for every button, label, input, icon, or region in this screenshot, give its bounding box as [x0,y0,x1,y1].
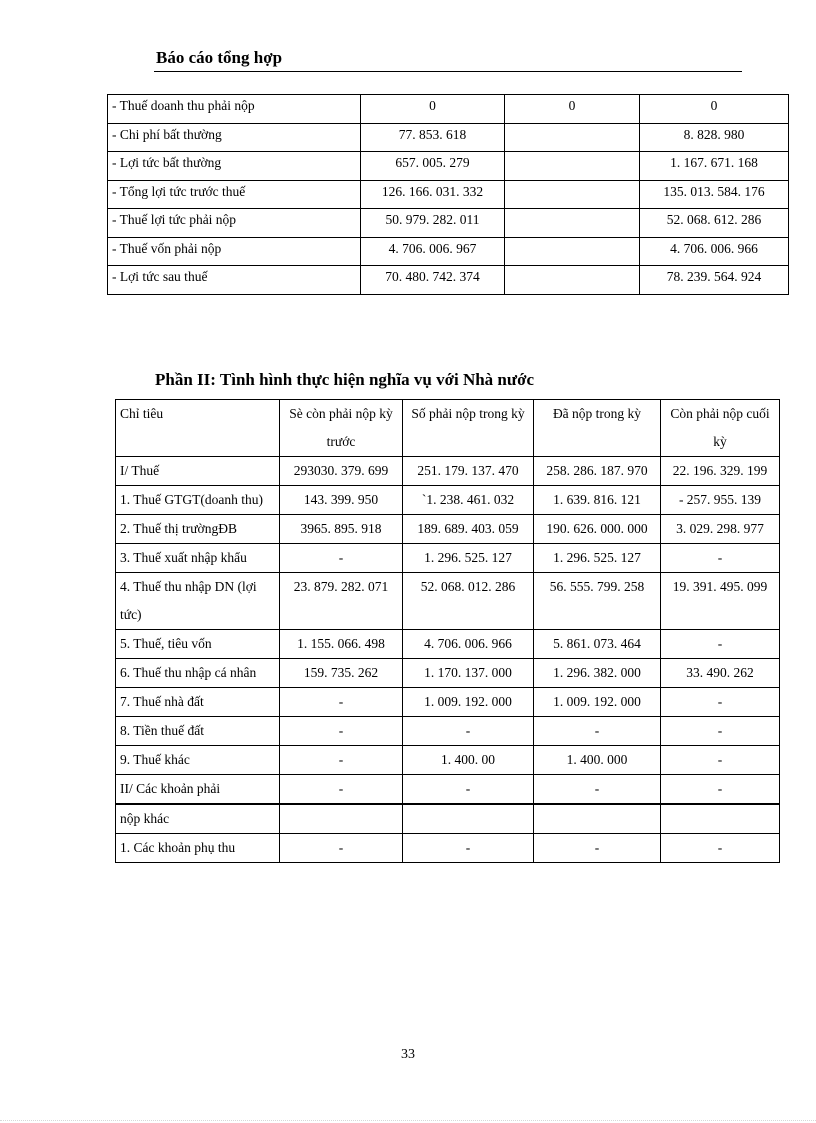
value-cell: - 257. 955. 139 [661,486,780,515]
row-label-cell: - Thuế vốn phải nộp [108,237,361,266]
header-cell: Đã nộp trong kỳ [534,400,661,457]
value-cell: - [661,688,780,717]
value-cell: 4. 706. 006. 967 [361,237,505,266]
row-label-cell: - Lợi tức bất thường [108,152,361,181]
row-label-cell: - Lợi tức sau thuế [108,266,361,295]
value-cell: 159. 735. 262 [280,659,403,688]
value-cell: - [280,834,403,863]
value-cell [505,123,640,152]
value-cell: 251. 179. 137. 470 [403,457,534,486]
table-row [116,688,780,717]
value-cell: 1. 296. 525. 127 [534,544,661,573]
row-label-cell: 1. Thuế GTGT(doanh thu) [116,486,280,515]
value-cell: - [661,717,780,746]
value-cell: 33. 490. 262 [661,659,780,688]
value-cell: - [661,746,780,775]
header-cell: Sè còn phải nộp kỳ trước [280,400,403,457]
table-row [116,486,780,515]
value-cell: - [280,688,403,717]
row-label-cell: nộp khác [116,804,280,834]
table-row [116,717,780,746]
value-cell [505,237,640,266]
value-cell: - [661,775,780,805]
value-cell: 23. 879. 282. 071 [280,573,403,630]
row-label-cell: - Chi phí bất thường [108,123,361,152]
row-label-cell: - Thuế doanh thu phải nộp [108,95,361,124]
value-cell: 1. 296. 525. 127 [403,544,534,573]
value-cell [534,804,661,834]
row-label-cell: 9. Thuế khác [116,746,280,775]
page-bottom-divider [0,1120,816,1121]
value-cell: - [534,834,661,863]
value-cell: - [534,775,661,805]
table-row [108,123,789,152]
section-title: Phần II: Tình hình thực hiện nghĩa vụ với Nhà nước [155,370,535,389]
value-cell: 0 [361,95,505,124]
row-label-cell: - Tổng lợi tức trước thuế [108,180,361,209]
value-cell: - [534,717,661,746]
value-cell: 3. 029. 298. 977 [661,515,780,544]
value-cell [505,152,640,181]
value-cell: - [280,775,403,805]
value-cell: 3965. 895. 918 [280,515,403,544]
value-cell: 70. 480. 742. 374 [361,266,505,295]
value-cell: 135. 013. 584. 176 [640,180,789,209]
value-cell: 0 [505,95,640,124]
row-label-cell: 3. Thuế xuất nhập khẩu [116,544,280,573]
value-cell: 19. 391. 495. 099 [661,573,780,630]
value-cell: 77. 853. 618 [361,123,505,152]
row-label-cell: 1. Các khoản phụ thu [116,834,280,863]
value-cell: 258. 286. 187. 970 [534,457,661,486]
value-cell: 143. 399. 950 [280,486,403,515]
table-row [116,544,780,573]
value-cell: `1. 238. 461. 032 [403,486,534,515]
value-cell [280,804,403,834]
row-label-cell: 7. Thuế nhà đất [116,688,280,717]
value-cell: 0 [640,95,789,124]
value-cell: 293030. 379. 699 [280,457,403,486]
value-cell [661,804,780,834]
value-cell: 4. 706. 006. 966 [403,630,534,659]
row-label-cell: 4. Thuế thu nhập DN (lợi tức) [116,573,280,630]
table-row [108,237,789,266]
value-cell: - [403,834,534,863]
table-row [116,457,780,486]
row-label-cell: 6. Thuế thu nhập cá nhân [116,659,280,688]
table-row [108,152,789,181]
value-cell: - [661,544,780,573]
value-cell: - [403,717,534,746]
value-cell: 1. 400. 000 [534,746,661,775]
value-cell: 1. 170. 137. 000 [403,659,534,688]
value-cell: - [280,544,403,573]
row-label-cell: 2. Thuế thị trườngĐB [116,515,280,544]
value-cell: - [661,834,780,863]
table-row [108,180,789,209]
header-cell: Còn phải nộp cuối kỳ [661,400,780,457]
value-cell: 1. 167. 671. 168 [640,152,789,181]
value-cell: - [280,746,403,775]
table-row [116,630,780,659]
value-cell: - [280,717,403,746]
income-summary-table [107,94,789,295]
value-cell [403,804,534,834]
value-cell: - [403,775,534,805]
row-label-cell: - Thuế lợi tức phải nộp [108,209,361,238]
page-number: 33 [401,1047,415,1062]
table-row [116,834,780,863]
value-cell: 78. 239. 564. 924 [640,266,789,295]
table-row [116,804,780,834]
value-cell: 56. 555. 799. 258 [534,573,661,630]
row-label-cell: 8. Tiền thuế đất [116,717,280,746]
value-cell: 1. 400. 00 [403,746,534,775]
table-row [116,746,780,775]
header-cell: Chỉ tiêu [116,400,280,457]
value-cell: - [661,630,780,659]
value-cell: 1. 639. 816. 121 [534,486,661,515]
table-row [108,95,789,124]
row-label-cell: 5. Thuế, tiêu vốn [116,630,280,659]
value-cell: 126. 166. 031. 332 [361,180,505,209]
table-row [108,209,789,238]
value-cell: 50. 979. 282. 011 [361,209,505,238]
value-cell [505,209,640,238]
value-cell: 1. 009. 192. 000 [534,688,661,717]
value-cell: 8. 828. 980 [640,123,789,152]
value-cell: 4. 706. 006. 966 [640,237,789,266]
report-header-title: Báo cáo tổng hợp [156,48,283,67]
value-cell: 189. 689. 403. 059 [403,515,534,544]
table-row [108,266,789,295]
value-cell: 657. 005. 279 [361,152,505,181]
table-header-row [116,400,780,457]
value-cell: 1. 155. 066. 498 [280,630,403,659]
table-row [116,775,780,805]
table-row [116,659,780,688]
value-cell [505,266,640,295]
value-cell: 52. 068. 012. 286 [403,573,534,630]
value-cell: 5. 861. 073. 464 [534,630,661,659]
header-underline [154,71,742,72]
row-label-cell: I/ Thuế [116,457,280,486]
value-cell: 52. 068. 612. 286 [640,209,789,238]
row-label-cell: II/ Các khoản phải [116,775,280,805]
value-cell: 22. 196. 329. 199 [661,457,780,486]
table-row [116,515,780,544]
tax-obligation-table [115,399,780,863]
value-cell: 1. 296. 382. 000 [534,659,661,688]
value-cell: 190. 626. 000. 000 [534,515,661,544]
header-cell: Số phải nộp trong kỳ [403,400,534,457]
value-cell [505,180,640,209]
table-row [116,573,780,630]
value-cell: 1. 009. 192. 000 [403,688,534,717]
